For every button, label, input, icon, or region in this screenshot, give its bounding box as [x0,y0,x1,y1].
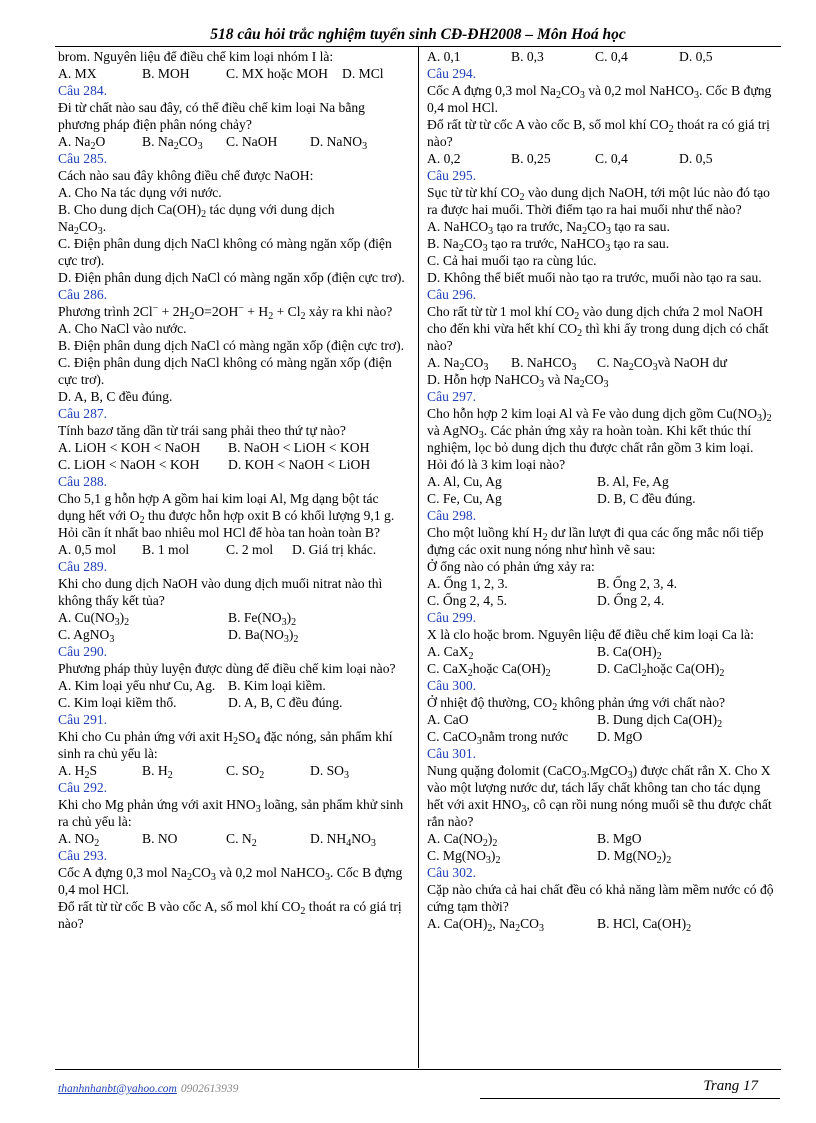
option-a: A. MX [58,66,97,81]
option-c: C. NaOH [226,134,278,149]
option-c: C. Kim loại kiềm thổ. [58,695,177,710]
option-d: D. $SO_3$ [310,763,349,781]
options-row [58,694,408,711]
question-number: Câu 292. [58,780,108,795]
question-number: Câu 295. [427,168,477,183]
options-row [58,762,408,779]
option-d: D. A, B, C đều đúng. [228,695,343,710]
options-row [427,575,777,592]
option-b: B. $Na_2CO_3$ [142,134,203,152]
option-a: A. $H_2S$ [58,763,97,781]
question-text: Cho hỗn hợp 2 kim loại Al và Fe vào dung dịch gồm $Cu(NO_3)_2$ và AgNO$_3$. Các phản ứng xảy ra hoàn toàn. Khi kết thúc thí nghiệm, lọc bỏ dung dịch thu được chất rắn gồm 3 kim loại. Hỏi đó là 3 kim loại nào? [427,406,772,472]
question-text: Cho một luồng khí $H_2$ dư lần lượt đi qua các ống mắc nối tiếp đựng các oxit nung nóng như hình vẽ sau: [427,525,764,557]
option-d: D. MgO [597,729,643,744]
question-text: Khi cho Cu phản ứng với axit $H_2SO_4$ đặc nóng, sản phẩm khí sinh ra chủ yếu là: [58,729,393,761]
option-a: A. $Ca(NO_2)_2$ [427,831,498,849]
option-c: C. Điện phân dung dịch NaCl không có màng ngăn xốp (điện cực trơ). [58,355,392,387]
options-row [58,677,408,694]
option-c: C. 0,4 [595,151,628,166]
option-b: B. Cho dung dịch $Ca(OH)_2$ tác dụng với dung dịch $Na_2CO_3$. [58,202,335,237]
option-b: B. $Fe(NO_3)_2$ [228,610,297,628]
option-c: C. LiOH < NaOH < KOH [58,457,200,472]
option-d: D. 0,5 [679,49,713,64]
footer-rule [55,1069,781,1070]
option-d: D. $Mg(NO_2)_2$ [597,848,672,866]
options-row [427,711,777,728]
question-text: Khi cho dung dịch NaOH vào dung dịch muối nitrat nào thì không thấy kết tủa? [58,576,383,608]
question-text: Cốc A đựng 0,3 mol $Na_2CO_3$ và 0,2 mol NaHCO$_3$. Cốc B đựng 0,4 mol HCl. [427,83,772,115]
options-row [58,609,408,626]
question-number: Câu 300. [427,678,477,693]
option-b: B. 1 mol [142,542,190,557]
option-a: A. Kim loại yếu như Cu, Ag. [58,678,216,693]
option-a: A. Ống 1, 2, 3. [427,576,508,591]
options-row [58,830,408,847]
question-number: Câu 286. [58,287,108,302]
option-d: D. 0,5 [679,151,713,166]
option-c: C. $Na_2CO_3và$ NaOH dư [597,355,727,373]
question-number: Câu 302. [427,865,477,880]
option-d: D. B, C đều đúng. [597,491,696,506]
question-text: Cách nào sau đây không điều chế được NaOH: [58,168,314,183]
option-a: A. LiOH < KOH < NaOH [58,440,201,455]
options-row [58,456,408,473]
option-a: A. Cho NaCl vào nước. [58,321,187,336]
options-row [427,490,777,507]
option-c: C. Cả hai muối tạo ra cùng lúc. [427,253,597,268]
footer-underline [480,1098,780,1099]
question-number: Câu 299. [427,610,477,625]
option-c: C. AgNO$_3$ [58,627,115,645]
question-text: Cho 5,1 g hỗn hợp A gồm hai kim loại Al, Mg dạng bột tác dụng hết với $O_2$ thu được hỗn hợp oxit B có khối lượng 9,1 g. Hỏi cần ít nhất bao nhiêu mol HCl để hòa tan hoàn toàn B? [58,491,395,540]
question-text: Khi cho Mg phản ứng với axit $HNO_3$ loãng, sản phẩm khử sinh ra chủ yếu là: [58,797,404,829]
question-text: Ở nhiệt độ thường, $CO_2$ không phản ứng với chất nào? [427,695,726,713]
option-b: B. 0,3 [511,49,544,64]
option-d: D. Điện phân dung dịch NaCl có màng ngăn xốp (điện cực trơ). [58,270,405,285]
option-a: A. Cho Na tác dụng với nước. [58,185,222,200]
options-row [58,626,408,643]
left-column [58,48,408,932]
options-row [427,830,777,847]
question-number: Câu 290. [58,644,108,659]
option-a: A. $Na_2CO_3$ [427,355,489,373]
options-row [58,133,408,150]
option-c: C. CaCO$_3$nằm trong nước [427,729,569,747]
options-row [427,473,777,490]
question-number: Câu 297. [427,389,477,404]
options-row [58,65,408,82]
option-d: D. MCl [342,66,384,81]
option-d: D. A, B, C đều đúng. [58,389,173,404]
option-d: D. $NH_4NO_3$ [310,831,376,849]
option-b: B. MgO [597,831,642,846]
option-a: A. CaX$_2$ [427,644,474,662]
option-b: B. Al, Fe, Ag [597,474,669,489]
option-a: A. $NO_2$ [58,831,100,849]
option-b: B. Kim loại kiềm. [228,678,326,693]
option-a: A. $Cu(NO_3)_2$ [58,610,130,628]
option-d: D. Giá trị khác. [292,542,377,557]
option-b: B. NaHCO$_3$ [511,355,577,373]
question-text: Cho rất từ từ 1 mol khí $CO_2$ vào dung dịch chứa 2 mol NaOH cho đến khi vừa hết khí $CO_2$ thì khi ấy trong dung dịch có chất nào? [427,304,769,353]
question-number: Câu 287. [58,406,108,421]
option-c: C. CaX$_2$hoặc $Ca(OH)_2$ [427,661,551,679]
option-a: A. 0,1 [427,49,461,64]
question-number: Câu 301. [427,746,477,761]
option-b: B. $H_2$ [142,763,173,781]
question-number: Câu 285. [58,151,108,166]
question-text: Cốc A đựng 0,3 mol $Na_2CO_3$ và 0,2 mol NaHCO$_3$. Cốc B đựng 0,4 mol HCl. [58,865,403,897]
option-b: B. HCl, $Ca(OH)_2$ [597,916,692,934]
footer-contact [58,1083,238,1095]
option-d: D. CaCl$_2$hoặc $Ca(OH)_2$ [597,661,725,679]
options-row [427,592,777,609]
option-c: C. $Mg(NO_3)_2$ [427,848,501,866]
options-row [427,847,777,864]
options-row [427,728,777,745]
question-text: Ở ống nào có phản ứng xảy ra: [427,559,595,574]
options-row [58,541,408,558]
option-a: A. Al, Cu, Ag [427,474,502,489]
options-row [427,48,777,65]
question-text: Đổ rất từ từ cốc B vào cốc A, số mol khí $CO_2$ thoát ra có giá trị nào? [58,899,402,931]
email-link[interactable]: thanhnhanbt@yahoo.com [58,1083,177,1095]
options-row [427,354,777,371]
option-c: C. 0,4 [595,49,628,64]
option-c: C. MX hoặc MOH [226,66,328,81]
option-c: C. Điện phân dung dịch NaCl không có màng ngăn xốp (điện cực trơ). [58,236,392,268]
column-divider [418,47,419,1068]
question-number: Câu 298. [427,508,477,523]
option-d: D. Ống 2, 4. [597,593,665,608]
option-c: C. Fe, Cu, Ag [427,491,502,506]
question-text: brom. Nguyên liệu để điều chế kim loại nhóm I là: [58,49,334,64]
question-text: Đổ rất từ từ cốc A vào cốc B, số mol khí $CO_2$ thoát ra có giá trị nào? [427,117,770,149]
option-c: C. 2 mol [226,542,274,557]
question-text: Tính bazơ tăng dần từ trái sang phải theo thứ tự nào? [58,423,346,438]
option-a: A. NaHCO$_3$ tạo ra trước, $Na_2CO_3$ tạo ra sau. [427,219,670,237]
question-text: Nung quặng đolomit (CaCO$_3$.MgCO$_3$) được chất rắn X. Cho X vào một lượng nước dư, tách lấy chất không tan cho tác dụng hết với axit $HNO_3$, cô cạn rồi nung nóng muối sẽ thu được chất rắn nào? [427,763,772,829]
option-b: B. 0,25 [511,151,551,166]
page-number: Trang 17 [703,1078,758,1094]
options-row [427,150,777,167]
question-text: Sục từ từ khí $CO_2$ vào dung dịch NaOH, tới một lúc nào đó tạo ra được hai muối. Thời điểm tạo ra hai muối như thế nào? [427,185,770,217]
options-row [427,643,777,660]
option-b: B. $Ca(OH)_2$ [597,644,662,662]
question-number: Câu 288. [58,474,108,489]
question-number: Câu 293. [58,848,108,863]
question-number: Câu 294. [427,66,477,81]
options-row [427,915,777,932]
option-c: C. $SO_2$ [226,763,265,781]
option-c: C. Ống 2, 4, 5. [427,593,508,608]
option-d: D. NaNO$_3$ [310,134,368,152]
question-text: X là clo hoặc brom. Nguyên liệu để điều chế kim loại Ca là: [427,627,754,642]
question-text: Đi từ chất nào sau đây, có thể điều chế kim loại Na bằng phương pháp điện phân nóng chảy? [58,100,365,132]
option-d: D. KOH < NaOH < LiOH [228,457,371,472]
options-row [58,439,408,456]
question-number: Câu 291. [58,712,108,727]
option-b: B. Điện phân dung dịch NaCl có màng ngăn xốp (điện cực trơ). [58,338,405,353]
right-column [427,48,777,932]
page-header: 518 câu hỏi trắc nghiệm tuyển sinh CĐ-ĐH2008 – Môn Hoá học [210,26,626,43]
phone-number: 0902613939 [180,1083,239,1095]
option-b: B. NO [142,831,178,846]
option-a: A. 0,2 [427,151,461,166]
options-row [427,660,777,677]
option-d: D. $Ba(NO_3)_2$ [228,627,299,645]
option-c: C. $N_2$ [226,831,257,849]
question-text: Phương pháp thủy luyện được dùng để điều chế kim loại nào? [58,661,396,676]
option-a: A. CaO [427,712,469,727]
option-d: D. Không thể biết muối nào tạo ra trước, muối nào tạo ra sau. [427,270,762,285]
question-text: Phương trình $2Cl^- + 2H_2O=2OH^- + H_2 + Cl_2$ xảy ra khi nào? [58,303,393,322]
option-a: A. 0,5 mol [58,542,117,557]
question-number: Câu 284. [58,83,108,98]
option-b: B. $Na_2CO_3$ tạo ra trước, NaHCO$_3$ tạo ra sau. [427,236,670,254]
option-a: A. $Na_2O$ [58,134,106,152]
question-number: Câu 296. [427,287,477,302]
option-a: A. $Ca(OH)_2$, $Na_2CO_3$ [427,916,544,934]
option-b: B. NaOH < LiOH < KOH [228,440,370,455]
option-b: B. MOH [142,66,190,81]
option-b: B. Dung dịch $Ca(OH)_2$ [597,712,723,730]
option-b: B. Ống 2, 3, 4. [597,576,678,591]
question-number: Câu 289. [58,559,108,574]
option-d: D. Hỗn hợp NaHCO$_3$ và $Na_2CO_3$ [427,372,609,390]
question-text: Cặp nào chứa cả hai chất đều có khả năng làm mềm nước có độ cứng tạm thời? [427,882,774,914]
